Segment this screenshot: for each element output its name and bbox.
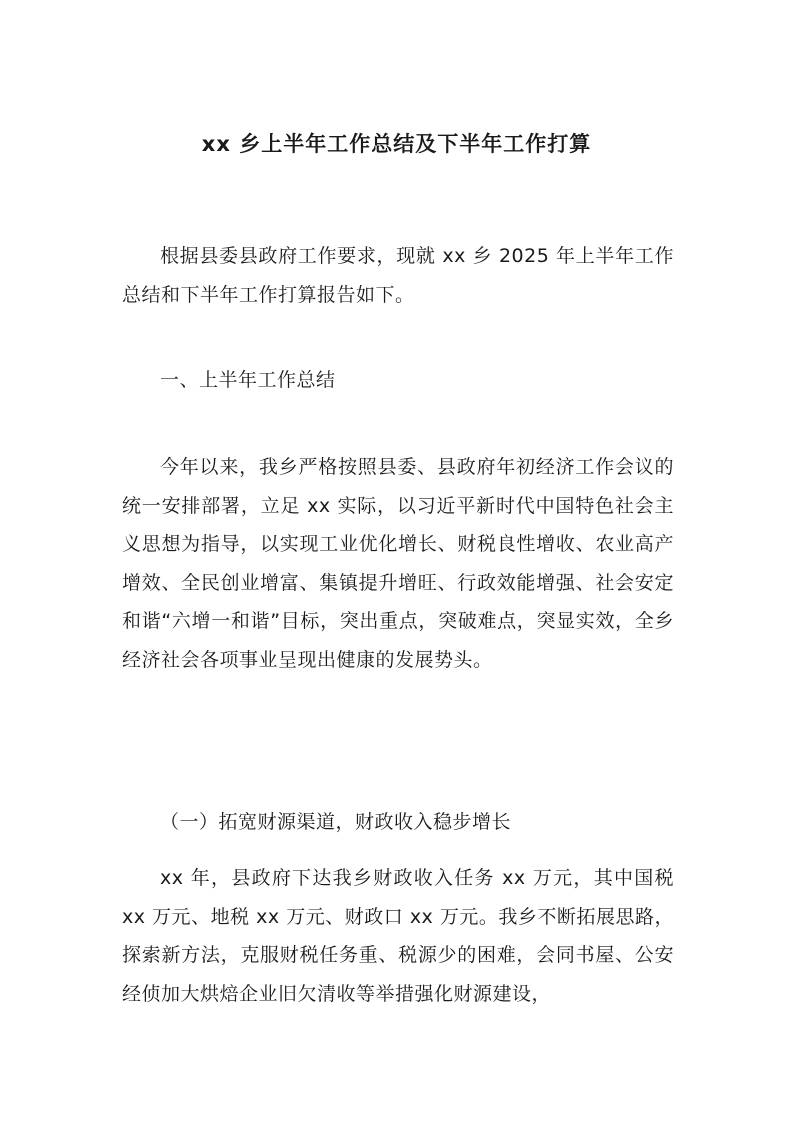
subsection-heading: （一）拓宽财源渠道，财政收入稳步增长 — [160, 811, 512, 833]
document-title: xx 乡上半年工作总结及下半年工作打算 — [201, 132, 592, 156]
finance-paragraph: xx 年，县政府下达我乡财政收入任务 xx 万元，其中国税 xx 万元、地税 xx 万元、财政口 xx 万元。我乡不断拓展思路，探索新方法，克服财税任务重、税源少的困难，会同书屋、公安经侦加大烘焙企业旧欠清收等举措强化财源建设， — [122, 867, 674, 1005]
section-heading: 一、上半年工作总结 — [160, 369, 336, 391]
intro-paragraph: 根据县委县政府工作要求，现就 xx 乡 2025 年上半年工作总结和下半年工作打算报告如下。 — [122, 245, 674, 306]
summary-paragraph: 今年以来，我乡严格按照县委、县政府年初经济工作会议的统一安排部署，立足 xx 实际，以习近平新时代中国特色社会主义思想为指导，以实现工业优化增长、财税良性增收、农业高产增效、全民创业增富、集镇提升增旺、行政效能增强、社会安定和谐“六增一和谐”目标，突出重点，突破难点，突显实效，全乡经济社会各项事业呈现出健康的发展势头。 — [122, 456, 674, 671]
